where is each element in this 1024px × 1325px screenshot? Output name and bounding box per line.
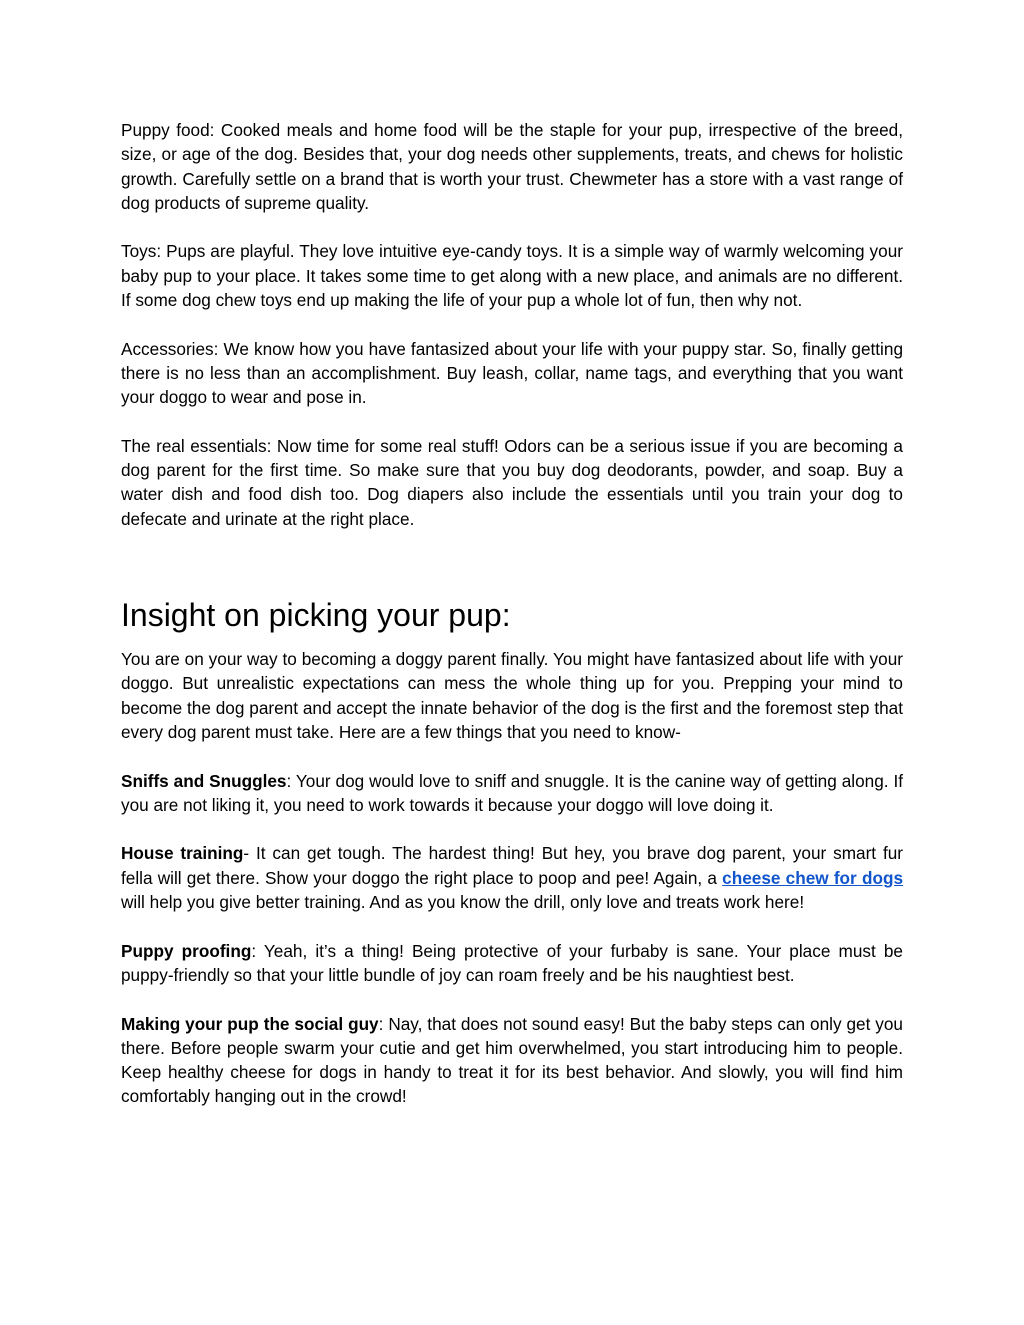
tip-title: Puppy proofing bbox=[121, 940, 252, 961]
tip-title: Making your pup the social guy bbox=[121, 1013, 379, 1034]
cheese-chew-link[interactable]: cheese chew for dogs bbox=[722, 867, 904, 888]
tip-house-training bbox=[121, 841, 903, 914]
tip-puppy-proofing bbox=[121, 939, 903, 988]
paragraph-toys: Toys: Pups are playful. They love intuitive eye-candy toys. It is a simple way of warmly welcoming your baby pup to your place. It takes some time to get along with a new place, and animals are no different. If some dog chew toys end up making the life of your pup a whole lot of fun, then why not. bbox=[121, 241, 903, 311]
paragraph-accessories: Accessories: We know how you have fantasized about your life with your puppy star. So, finally getting there is no less than an accomplishment. Buy leash, collar, name tags, and everything that you want your doggo to wear and pose in. bbox=[121, 338, 903, 408]
section-heading: Insight on picking your pup: bbox=[121, 597, 511, 634]
paragraph-real-essentials: The real essentials: Now time for some real stuff! Odors can be a serious issue if you are becoming a dog parent for the first time. So make sure that you buy dog deodorants, powder, and soap. Buy a water dish and food dish too. Dog diapers also include the essentials until you train your dog to defecate and urinate at the right place. bbox=[121, 435, 903, 529]
document-page bbox=[121, 118, 903, 1109]
tip-text: - It can get tough. The hardest thing! But hey, you brave dog parent, your smart fur fella will get there. Show your doggo the right place to poop and pee! Again, a bbox=[121, 843, 904, 888]
tip-social-guy bbox=[121, 1012, 903, 1109]
paragraph-puppy-food: Puppy food: Cooked meals and home food will be the staple for your pup, irrespective of the breed, size, or age of the dog. Besides that, your dog needs other supplements, treats, and chews for holistic growth. Carefully settle on a brand that is worth your trust. Chewmeter has a store with a vast range of dog products of supreme quality. bbox=[121, 120, 903, 213]
tip-sniffs-and-snuggles bbox=[121, 769, 903, 818]
tip-text: : Your dog would love to sniff and snuggle. It is the canine way of getting along. If you are not liking it, you need to work towards it because your doggo will love doing it. bbox=[121, 770, 904, 815]
tip-title: House training bbox=[121, 843, 244, 864]
tip-text: : Nay, that does not sound easy! But the baby steps can only get you there. Before people swarm your cutie and get him overwhelmed, you start introducing him to people. Keep healthy cheese for dogs in handy to treat it for its best behavior. And slowly, you will find him comfortably hanging out in the crowd! bbox=[121, 1013, 903, 1107]
tip-title: Sniffs and Snuggles bbox=[121, 770, 287, 791]
tip-text: : Yeah, it’s a thing! Being protective of your furbaby is sane. Your place must be puppy-friendly so that your little bundle of joy can roam freely and be his naughtiest best. bbox=[121, 940, 903, 985]
tip-text: will help you give better training. And as you know the drill, only love and treats work here! bbox=[121, 892, 805, 913]
paragraph-intro: You are on your way to becoming a doggy parent finally. You might have fantasized about life with your doggo. But unrealistic expectations can mess the whole thing up for you. Prepping your mind to become the dog parent and accept the innate behavior of the dog is the first and the foremost step that every dog parent must take. Here are a few things that you need to know- bbox=[121, 649, 903, 742]
